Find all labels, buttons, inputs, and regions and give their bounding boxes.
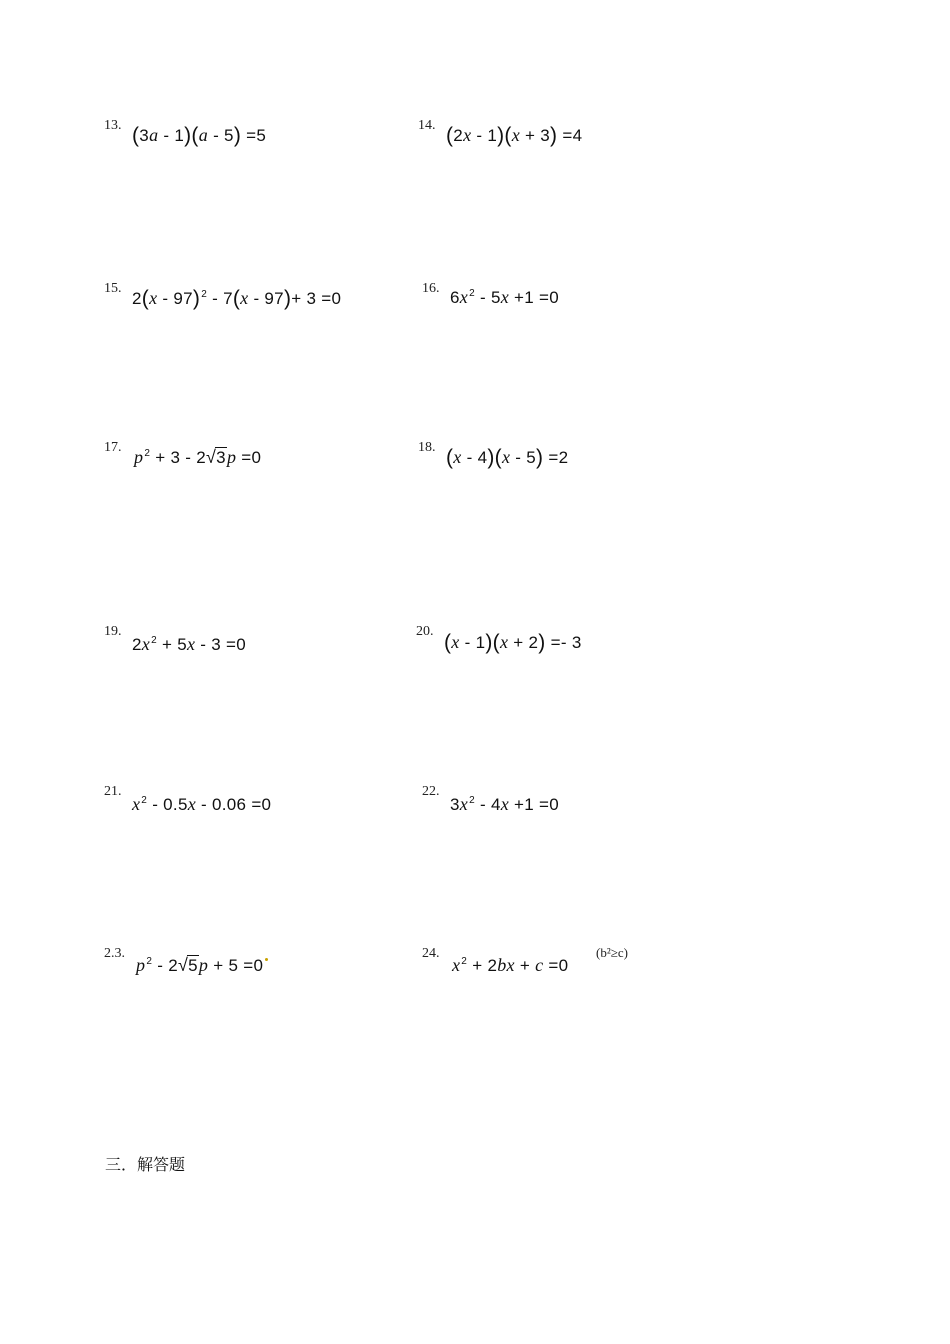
problem-19-number: 19. (104, 624, 122, 639)
problem-23-equation: $p^2 - 2√5p + 5 =0$ (136, 955, 268, 976)
problem-17-equation: $p^2 + 3 - 2√3p =0$ (134, 447, 262, 467)
problem-24-number: 24. (422, 946, 440, 961)
problem-21-equation: $x^2 - 0.5x - 0.06 =0$ (132, 794, 272, 814)
problem-15-number: 15. (104, 281, 122, 296)
problem-24-equation: $x^2 + 2bx + c =0$ (452, 955, 569, 975)
problem-20-number: 20. (416, 624, 434, 639)
problem-21-number: 21. (104, 784, 122, 799)
problem-15-equation: 2(x - 97)$^2$ - 7(x - 97)+ 3 =0 (132, 287, 342, 310)
problem-19-equation: $2x^2 + 5x - 3 =0$ (132, 634, 247, 654)
mark-dot (265, 958, 268, 961)
section-heading: 三．解答题 (105, 1155, 186, 1174)
problem-13-number: 13. (104, 118, 122, 133)
problem-17-number: 17. (104, 440, 122, 455)
problem-23-number: 2.3. (104, 946, 125, 961)
problem-18-number: 18. (418, 440, 436, 455)
problem-22-number: 22. (422, 784, 440, 799)
problem-13-equation: (3a - 1)(a - 5) =5 (132, 124, 267, 147)
problem-14-number: 14. (418, 118, 436, 133)
problem-24-condition: (b²≥c) (596, 945, 628, 960)
problem-22-equation: $3x^2 - 4x +1 =0$ (450, 794, 560, 814)
problem-18-equation: (x - 4)(x - 5) =2 (446, 446, 569, 469)
problem-14-equation: (2x - 1)(x + 3) =4 (446, 124, 583, 147)
problem-16-number: 16. (422, 281, 440, 296)
problem-20-equation: (x - 1)(x + 2) =- 3 (444, 631, 582, 654)
problem-16-equation: $6x^2 - 5x +1 =0$ (450, 287, 560, 307)
